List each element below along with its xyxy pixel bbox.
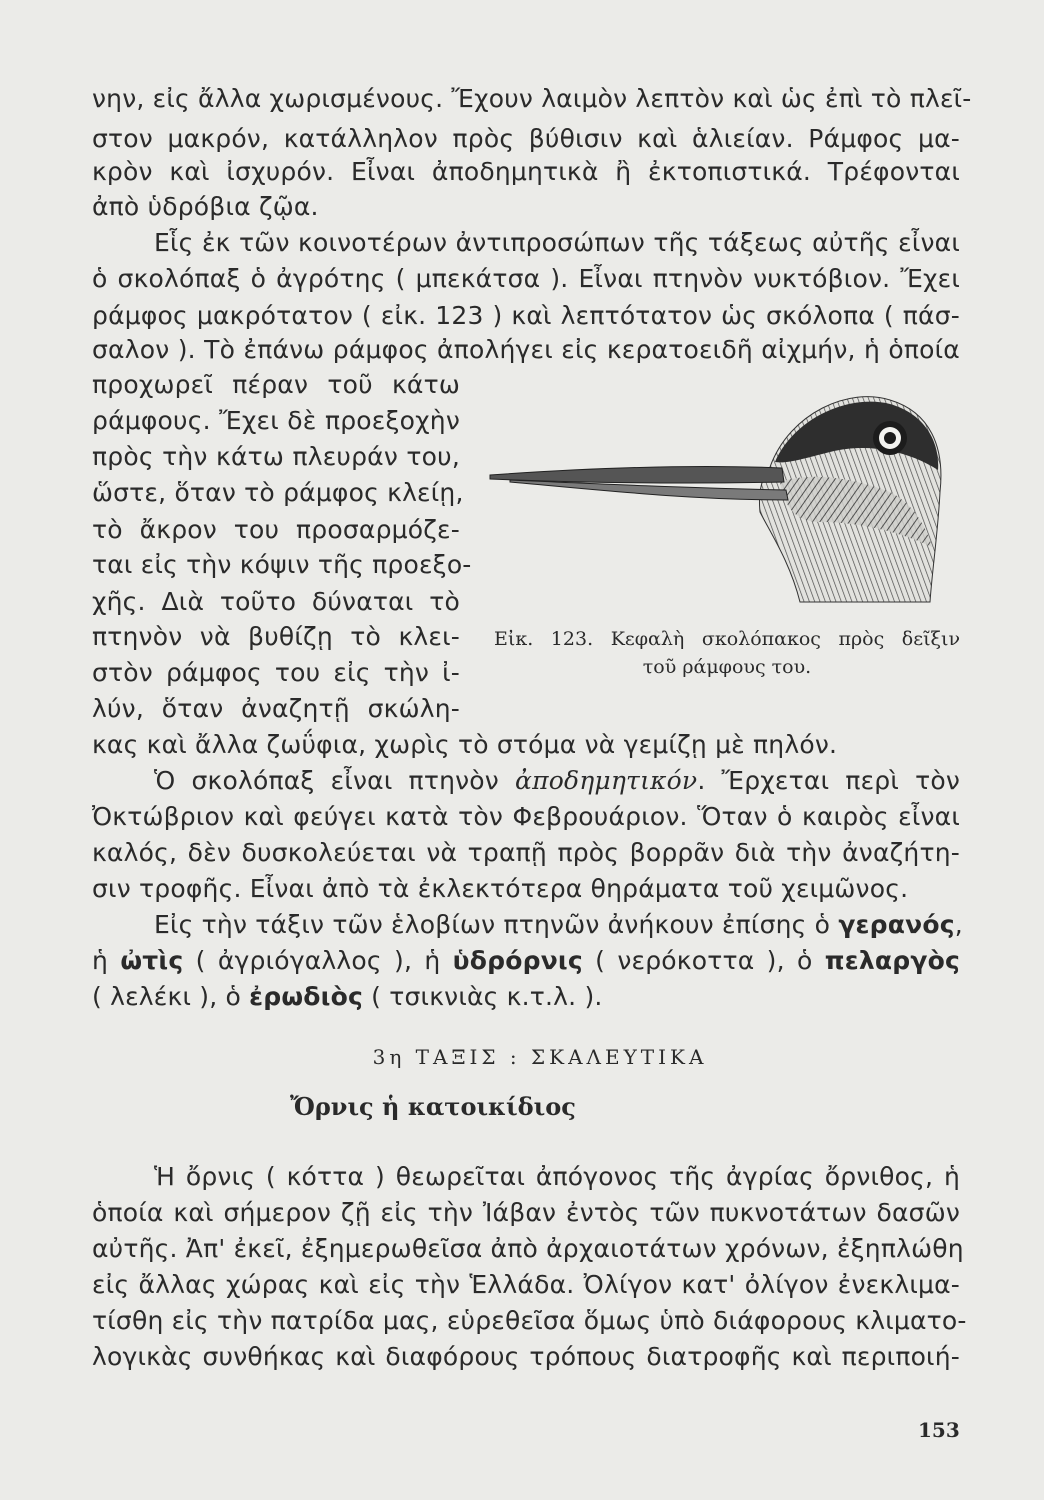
text-line: λύν, ὅταν ἀναζητῇ σκώλη- xyxy=(92,694,460,723)
figure-caption xyxy=(494,625,960,681)
text-run: ( νερόκοττα ), ὁ xyxy=(582,946,825,975)
text-line: ὁ σκολόπαξ ὁ ἀγρότης ( μπεκάτσα ). Εἶναι πτηνὸν νυκτόβιον. Ἔχει xyxy=(92,264,960,293)
text-line: κας καὶ ἄλλα ζωΰφια, χωρὶς τὸ στόμα νὰ γεμίζῃ μὲ πηλόν. xyxy=(92,730,838,759)
subsection-title: Ὄρνις ἡ κατοικίδιος xyxy=(290,1092,576,1121)
text-line: ράμφους. Ἔχει δὲ προεξοχὴν xyxy=(92,406,460,435)
text-run: , xyxy=(954,910,963,939)
text-line: ται εἰς τὴν κόψιν τῆς προεξο- xyxy=(92,550,472,579)
text-line: Ὀκτώβριον καὶ φεύγει κατὰ τὸν Φεβρουάριον. Ὅταν ὁ καιρὸς εἶναι xyxy=(92,802,960,831)
text-line xyxy=(154,764,960,798)
text-line: πρὸς τὴν κάτω πλευράν του, xyxy=(92,442,460,471)
text-run: ἡ xyxy=(92,946,121,975)
text-run: . Ἔρχεται περὶ τὸν xyxy=(697,766,961,795)
bold-term: ἐρωδιὸς xyxy=(249,982,364,1011)
text-line: τίσθη εἰς τὴν πατρίδα μας, εὑρεθεῖσα ὅμως ὑπὸ διάφορους κλιματο- xyxy=(92,1306,967,1335)
bold-term: γερανός xyxy=(838,910,955,939)
caption-line: Εἰκ. 123. Κεφαλὴ σκολόπακος πρὸς δεῖξιν xyxy=(494,628,960,650)
text-line: στον μακρόν, κατάλληλον πρὸς βύθισιν καὶ ἁλιείαν. Ράμφος μα- xyxy=(92,124,960,153)
text-line: τὸ ἄκρον του προσαρμόζε- xyxy=(92,515,460,544)
text-line: ὁποία καὶ σήμερον ζῇ εἰς τὴν Ἰάβαν ἐντὸς τῶν πυκνοτάτων δασῶν xyxy=(92,1198,960,1227)
text-line xyxy=(92,980,960,1014)
text-line: κρὸν καὶ ἰσχυρόν. Εἶναι ἀποδημητικὰ ἢ ἐκτοπιστικά. Τρέφονται xyxy=(92,157,960,186)
caption-line: τοῦ ράμφους του. xyxy=(642,656,812,678)
page-number: 153 xyxy=(918,1418,960,1442)
text-line xyxy=(154,908,963,942)
text-line: προχωρεῖ πέραν τοῦ κάτω xyxy=(92,370,460,399)
text-line: ὥστε, ὅταν τὸ ράμφος κλείῃ, xyxy=(92,478,464,507)
text-line: εἰς ἄλλας χώρας καὶ εἰς τὴν Ἑλλάδα. Ὀλίγον κατ' ὀλίγον ἐνεκλιμα- xyxy=(92,1270,960,1299)
text-line: ράμφος μακρότατον ( εἰκ. 123 ) καὶ λεπτότατον ὡς σκόλοπα ( πάσ- xyxy=(92,301,960,330)
text-line: σαλον ). Τὸ ἐπάνω ράμφος ἀπολήγει εἰς κερατοειδῆ αἰχμήν, ἡ ὁποία xyxy=(92,335,960,364)
emphasis-term: ἀποδημητικόν xyxy=(515,766,698,795)
text-line: στὸν ράμφος του εἰς τὴν ἰ- xyxy=(92,658,460,687)
bold-term: ὑδρόρνις xyxy=(452,946,583,975)
text-line: πτηνὸν νὰ βυθίζῃ τὸ κλει- xyxy=(92,622,460,651)
bold-term: πελαργὸς xyxy=(824,946,960,975)
text-line: Ἡ ὄρνις ( κόττα ) θεωρεῖται ἀπόγονος τῆς ἀγρίας ὄρνιθος, ἡ xyxy=(154,1162,960,1191)
woodcock-head-illustration xyxy=(470,372,960,622)
text-line: χῆς. Διὰ τοῦτο δύναται τὸ xyxy=(92,587,460,616)
text-line: Εἷς ἐκ τῶν κοινοτέρων ἀντιπροσώπων τῆς τάξεως αὐτῆς εἶναι xyxy=(154,228,960,257)
text-line xyxy=(92,944,960,978)
text-run: Ὁ σκολόπαξ εἶναι πτηνὸν xyxy=(154,766,516,795)
text-run: Εἰς τὴν τάξιν τῶν ἑλοβίων πτηνῶν ἀνήκουν ἐπίσης ὁ xyxy=(154,910,839,939)
text-line: αὐτῆς. Ἀπ' ἐκεῖ, ἐξημερωθεῖσα ἀπὸ ἀρχαιοτάτων χρόνων, ἐξηπλώθη xyxy=(92,1234,964,1263)
text-line: σιν τροφῆς. Εἶναι ἀπὸ τὰ ἐκλεκτότερα θηράματα τοῦ χειμῶνος. xyxy=(92,874,909,903)
text-line: νην, εἰς ἄλλα χωρισμένους. Ἔχουν λαιμὸν λεπτὸν καὶ ὡς ἐπὶ τὸ πλεῖ- xyxy=(92,84,972,113)
text-line: λογικὰς συνθήκας καὶ διαφόρους τρόπους διατροφῆς καὶ περιποιή- xyxy=(92,1342,960,1371)
text-run: ( λελέκι ), ὁ xyxy=(92,982,250,1011)
section-title: 3η ΤΑΞΙΣ : ΣΚΑΛΕΥΤΙΚΑ xyxy=(372,1045,708,1069)
text-run: ( τσικνιὰς κ.τ.λ. ). xyxy=(363,982,603,1011)
text-line: καλός, δὲν δυσκολεύεται νὰ τραπῇ πρὸς βορρᾶν διὰ τὴν ἀναζήτη- xyxy=(92,838,960,867)
text-line: ἀπὸ ὑδρόβια ζῷα. xyxy=(92,192,319,221)
text-run: ( ἀγριόγαλλος ), ἡ xyxy=(183,946,453,975)
bold-term: ὠτὶς xyxy=(120,946,184,975)
